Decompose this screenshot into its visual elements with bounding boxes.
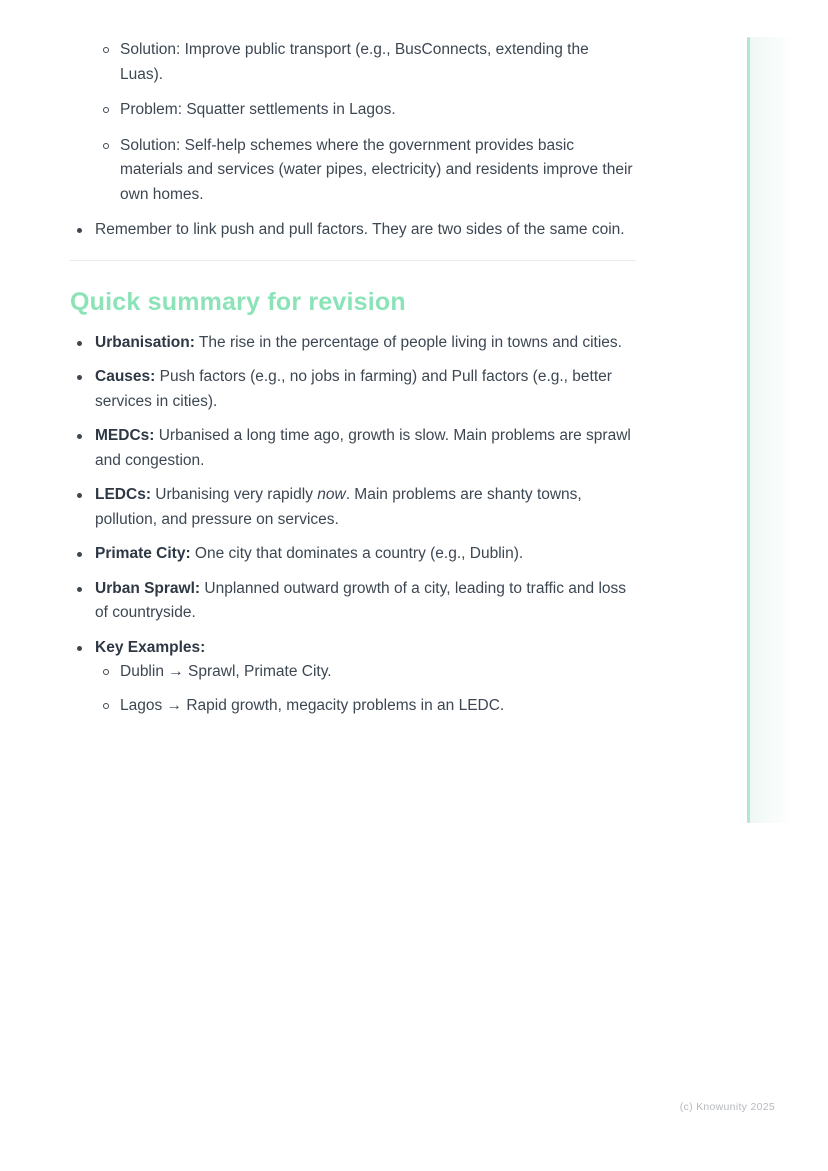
circle-bullet-icon (103, 703, 109, 709)
notes-content (70, 38, 636, 728)
list-item (70, 218, 636, 243)
list-item-text: Lagos → Rapid growth, megacity problems in an LEDC. (120, 696, 505, 714)
list-item (70, 577, 636, 626)
list-item-text (95, 427, 631, 469)
circle-bullet-icon (103, 107, 109, 113)
term-label: Urbanisation: (95, 333, 195, 351)
definition-text: Urbanised a long time ago, growth is slow. Main problems are sprawl and congestion. (95, 427, 631, 469)
list-item-text (95, 545, 523, 562)
definition-text: Urbanising very rapidly (150, 486, 318, 503)
term-label: Causes: (95, 368, 156, 385)
list-item (70, 331, 636, 356)
list-item (70, 365, 636, 414)
disc-bullet-icon (77, 646, 82, 651)
list-item (70, 424, 636, 473)
page-edge-accent-line (747, 37, 750, 823)
list-item-text (95, 639, 205, 656)
disc-bullet-icon (77, 493, 82, 498)
list-item-text: Dublin → Sprawl, Primate City. (120, 663, 332, 680)
list-item (70, 98, 636, 123)
definition-text: The rise in the percentage of people living in towns and cities. (194, 333, 622, 351)
list-item-text (95, 368, 612, 410)
circle-bullet-icon (103, 143, 109, 149)
list-item-text: Solution: Improve public transport (e.g., BusConnects, extending the Luas). (120, 41, 589, 83)
definition-text: One city that dominates a country (e.g., Dublin). (190, 545, 524, 562)
copyright-footer: (c) Knowunity 2025 (679, 1101, 775, 1113)
disc-bullet-icon (77, 552, 82, 557)
circle-bullet-icon (103, 669, 109, 675)
page-edge-gradient (750, 37, 791, 823)
circle-bullet-icon (103, 47, 109, 53)
reminder-list (70, 218, 636, 243)
list-item (95, 694, 636, 719)
list-item-text (95, 334, 622, 351)
disc-bullet-icon (77, 341, 82, 346)
definition-text: . Main problems are shanty towns, pollution, and pressure on services. (95, 486, 582, 528)
summary-list (70, 331, 636, 719)
term-label: Primate City: (95, 545, 191, 562)
list-item-text: Solution: Self-help schemes where the government provides basic materials and services (water pipes, electricity) and residents improve their own homes. (120, 136, 633, 203)
disc-bullet-icon (77, 587, 82, 592)
term-label: Urban Sprawl: (95, 579, 201, 597)
section-divider (70, 260, 636, 261)
term-label: LEDCs: (95, 486, 151, 503)
definition-text: Unplanned outward growth of a city, leading to traffic and loss of countryside. (95, 579, 627, 621)
term-label: MEDCs: (95, 427, 155, 444)
list-item (70, 38, 636, 87)
disc-bullet-icon (77, 375, 82, 380)
definition-text: Push factors (e.g., no jobs in farming) and Pull factors (e.g., better services in cities). (95, 368, 612, 410)
key-examples-list (95, 660, 636, 718)
list-item (95, 660, 636, 685)
list-item (70, 636, 636, 719)
problem-solution-list (70, 38, 636, 207)
list-item-text (95, 486, 582, 528)
list-item (70, 483, 636, 532)
disc-bullet-icon (77, 228, 82, 233)
section-heading: Quick summary for revision (70, 287, 406, 316)
list-item (70, 134, 636, 208)
list-item-text: Remember to link push and pull factors. They are two sides of the same coin. (95, 221, 625, 238)
list-item (70, 542, 636, 567)
list-item-text (95, 580, 626, 622)
term-label: Key Examples: (95, 638, 206, 656)
italic-emphasis: now (317, 486, 346, 503)
list-item-text: Problem: Squatter settlements in Lagos. (120, 101, 396, 118)
disc-bullet-icon (77, 434, 82, 439)
